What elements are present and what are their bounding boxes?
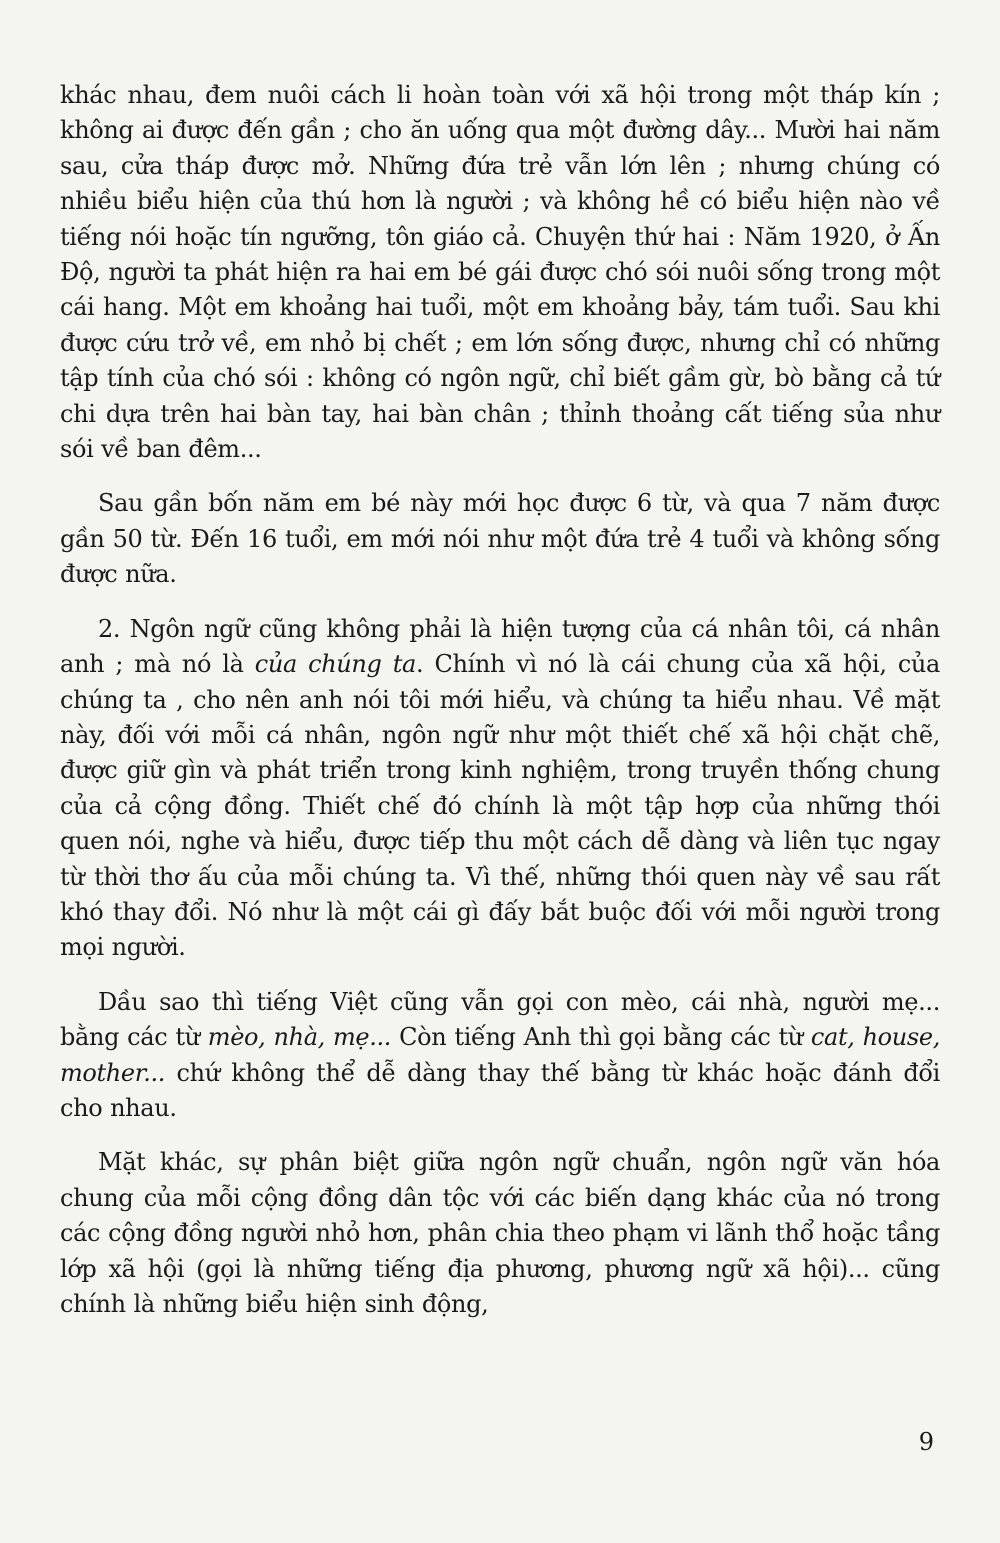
paragraph-standard-language: Mặt khác, sự phân biệt giữa ngôn ngữ chuẩn, ngôn ngữ văn hóa chung của mỗi cộng đồng dân tộc với các biến dạng khác của nó trong các cộng đồng người nhỏ hơn, phân chia theo phạm vi lãnh thổ hoặc tầng lớp xã hội (gọi là những tiếng địa phương, phương ngữ xã hội)... cũng chính là những biểu hiện sinh động, — [60, 1148, 940, 1318]
page-number: 9 — [918, 1428, 934, 1456]
emphasis-text: của chúng ta — [254, 650, 416, 679]
emphasis-text: cat, house, mother... — [60, 1023, 940, 1087]
paragraph-word-examples — [60, 985, 940, 1127]
page-body — [60, 78, 940, 1322]
paragraph-language-social-institution — [60, 612, 940, 966]
text-segment: . Chính vì nó là cái chung của xã hội, của chúng ta , cho nên anh nói tôi mới hiểu, và chúng ta hiểu nhau. Về mặt này, đối với mỗi cá nhân, ngôn ngữ như một thiết chế xã hội chặt chẽ, được giữ gìn và phát triển trong kinh nghiệm, trong truyền thống chung của cả cộng đồng. Thiết chế đó chính là một tập hợp của những thói quen nói, nghe và hiểu, được tiếp thu một cách dễ dàng và liên tục ngay từ thời thơ ấu của mỗi chúng ta. Vì thế, những thói quen này về sau rất khó thay đổi. Nó như là một cái gì đấy bắt buộc đối với mỗi người trong mọi người. — [60, 650, 940, 962]
paragraph-feral-children-stories: khác nhau, đem nuôi cách li hoàn toàn với xã hội trong một tháp kín ; không ai được đến gần ; cho ăn uống qua một đường dây... Mười hai năm sau, cửa tháp được mở. Những đứa trẻ vẫn lớn lên ; nhưng chúng có nhiều biểu hiện của thú hơn là người ; và không hề có biểu hiện nào về tiếng nói hoặc tín ngưỡng, tôn giáo cả. Chuyện thứ hai : Năm 1920, ở Ấn Độ, người ta phát hiện ra hai em bé gái được chó sói nuôi sống trong một cái hang. Một em khoảng hai tuổi, một em khoảng bảy, tám tuổi. Sau khi được cứu trở về, em nhỏ bị chết ; em lớn sống được, nhưng chỉ có những tập tính của chó sói : không có ngôn ngữ, chỉ biết gầm gừ, bò bằng cả tứ chi dựa trên hai bàn tay, hai bàn chân ; thỉnh thoảng cất tiếng sủa như sói về ban đêm... — [60, 81, 940, 464]
emphasis-text: mèo, nhà, mẹ... — [207, 1023, 392, 1052]
text-segment: Dầu sao thì tiếng Việt cũng vẫn gọi con mèo, cái nhà, người mẹ... bằng các từ — [60, 987, 940, 1052]
text-segment: 2. Ngôn ngữ cũng không phải là hiện tượng của cá nhân tôi, cá nhân anh ; mà nó là — [60, 614, 940, 679]
paragraph-wolf-girl-learning: Sau gần bốn năm em bé này mới học được 6 từ, và qua 7 năm được gần 50 từ. Đến 16 tuổi, em mới nói như một đứa trẻ 4 tuổi và không sống được nữa. — [60, 489, 940, 589]
text-segment: chứ không thể dễ dàng thay thế bằng từ khác hoặc đánh đổi cho nhau. — [60, 1058, 940, 1122]
text-segment: Còn tiếng Anh thì gọi bằng các từ — [391, 1023, 811, 1052]
